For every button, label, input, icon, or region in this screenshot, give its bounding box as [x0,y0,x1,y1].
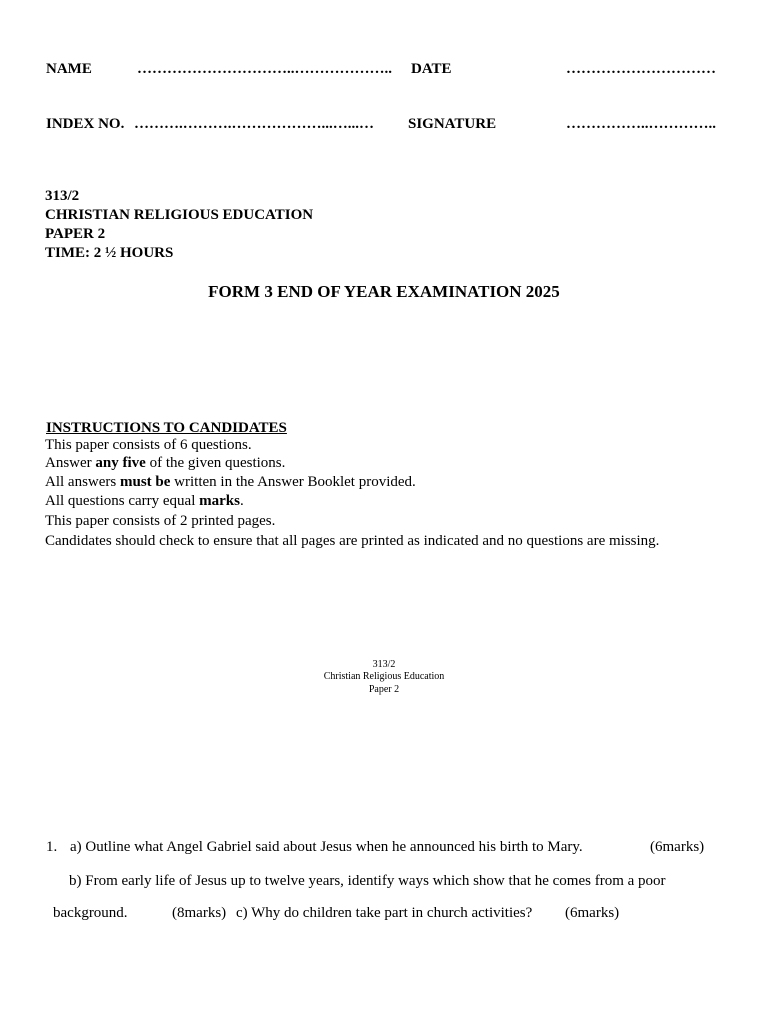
instruction-line [45,493,244,510]
question-number: 1. [46,839,58,855]
index-label: INDEX NO. [46,116,125,132]
paper-time: TIME: 2 ½ HOURS [45,245,174,261]
question-1c: c) Why do children take part in church activities? [236,905,533,921]
name-field: …………………………..……………….. [137,61,392,77]
instruction-line [45,474,416,491]
instruction-line: Candidates should check to ensure that all pages are printed as indicated and no questions are missing. [45,533,660,549]
instruction-text: All answers [45,474,120,490]
instruction-text: . [239,493,244,509]
footer-subject: Christian Religious Education [323,671,445,682]
index-field: ……….……….………………...…...… [134,116,374,132]
exam-title: FORM 3 END OF YEAR EXAMINATION 2025 [208,282,560,301]
instruction-text: written in the Answer Booklet provided. [170,474,416,490]
name-label: NAME [46,61,92,77]
paper-code: 313/2 [45,188,80,204]
question-1c-marks: (6marks) [565,905,620,921]
question-1b-continuation: background. [53,905,128,921]
footer-code: 313/2 [372,659,396,670]
instruction-text: All questions carry equal [45,493,200,509]
paper-number: PAPER 2 [45,226,106,242]
instruction-line [45,455,285,472]
instruction-line: This paper consists of 6 questions. [45,437,252,453]
instruction-text: Answer [45,455,96,471]
question-1b-marks: (8marks) [172,905,227,921]
question-1b: b) From early life of Jesus up to twelve years, identify ways which show that he comes from a poor [69,873,666,889]
question-1a-marks: (6marks) [650,839,705,855]
instruction-text: of the given questions. [145,455,286,471]
signature-label: SIGNATURE [408,116,497,132]
question-1a: a) Outline what Angel Gabriel said about Jesus when he announced his birth to Mary. [70,839,583,855]
signature-field: ……………..………….. [566,116,716,132]
instructions-heading: INSTRUCTIONS TO CANDIDATES [46,420,287,436]
paper-subject: CHRISTIAN RELIGIOUS EDUCATION [45,207,314,223]
instruction-emphasis: marks [199,493,240,509]
instruction-emphasis: must be [120,474,171,490]
footer-paper: Paper 2 [368,684,400,695]
date-field: ………………………… [566,61,716,77]
instruction-emphasis: any five [95,455,146,471]
instruction-line: This paper consists of 2 printed pages. [45,513,276,529]
date-label: DATE [411,61,452,77]
